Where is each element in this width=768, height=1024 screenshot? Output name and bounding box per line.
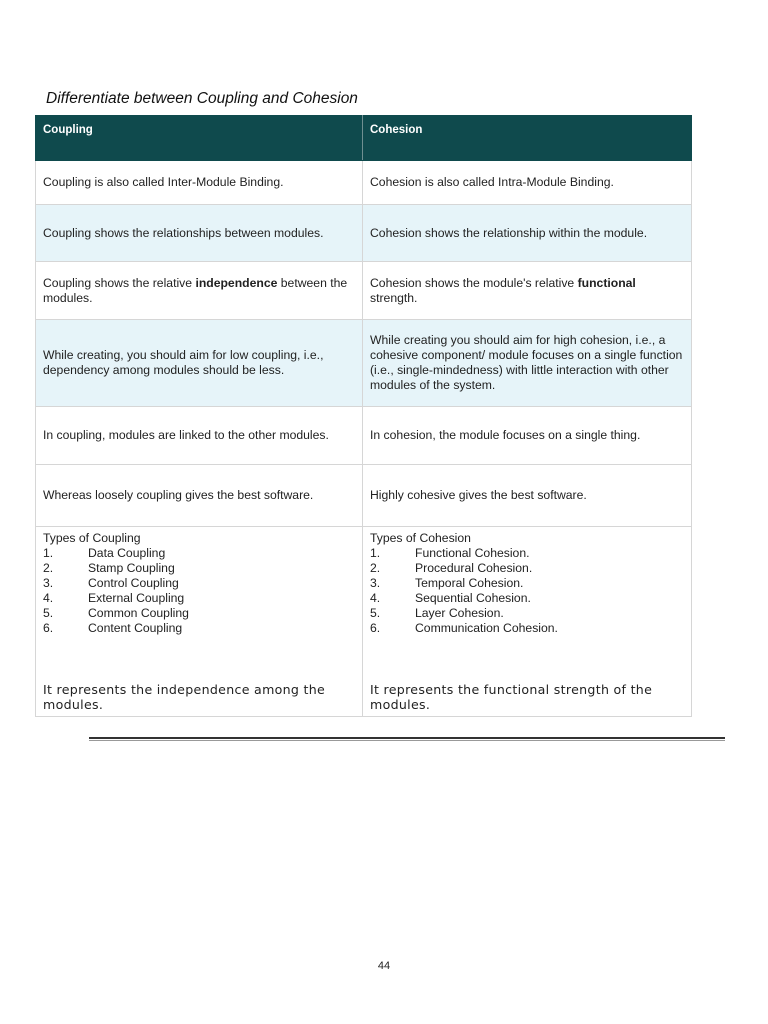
table-row — [36, 161, 692, 205]
list-label: Sequential Cohesion. — [415, 591, 531, 605]
coupling-types-heading: Types of Coupling — [43, 531, 141, 545]
cohesion-cell: In cohesion, the module focuses on a single thing. — [363, 407, 692, 465]
cohesion-cell: Cohesion is also called Intra-Module Binding. — [363, 161, 692, 205]
coupling-text-pre: Coupling shows the relative — [43, 275, 196, 290]
list-item — [370, 621, 684, 636]
table-row-types — [36, 527, 692, 717]
list-number: 2. — [370, 561, 381, 575]
list-item — [43, 561, 355, 576]
coupling-types-list — [43, 546, 355, 636]
list-item — [370, 546, 684, 561]
list-number: 3. — [43, 576, 54, 590]
coupling-keyword: independence — [195, 275, 278, 290]
table-row — [36, 262, 692, 320]
list-number: 6. — [43, 621, 54, 635]
cohesion-types-heading: Types of Cohesion — [370, 531, 471, 545]
coupling-cell — [36, 262, 363, 320]
coupling-cell: Coupling is also called Inter-Module Binding. — [36, 161, 363, 205]
coupling-cell: While creating, you should aim for low coupling, i.e., dependency among modules should be less. — [36, 320, 363, 407]
table-row — [36, 205, 692, 262]
list-label: Control Coupling — [88, 576, 179, 590]
comparison-table — [35, 115, 692, 717]
page-number: 44 — [377, 960, 391, 972]
list-number: 6. — [370, 621, 381, 635]
list-label: Layer Cohesion. — [415, 606, 504, 620]
list-label: Data Coupling — [88, 546, 166, 560]
list-item — [43, 606, 355, 621]
horizontal-divider — [89, 737, 725, 741]
list-number: 5. — [43, 606, 54, 620]
table-header-row — [36, 116, 692, 161]
list-item — [370, 591, 684, 606]
coupling-text-post: between the modules. — [43, 275, 348, 305]
cohesion-text-pre: Cohesion shows the module's relative — [370, 275, 578, 290]
list-number: 3. — [370, 576, 381, 590]
list-item — [43, 591, 355, 606]
list-number: 1. — [370, 546, 381, 560]
list-number: 2. — [43, 561, 54, 575]
list-item — [43, 576, 355, 591]
cohesion-keyword: functional — [577, 275, 636, 290]
cohesion-types-list — [370, 546, 684, 636]
list-label: Content Coupling — [88, 621, 183, 635]
header-coupling: Coupling — [36, 116, 363, 161]
list-item — [43, 546, 355, 561]
list-label: Functional Cohesion. — [415, 546, 530, 560]
cohesion-cell: Highly cohesive gives the best software. — [363, 465, 692, 527]
cohesion-summary: It represents the functional strength of the modules. — [370, 682, 653, 712]
cohesion-text-post: strength. — [370, 290, 418, 305]
coupling-cell: Coupling shows the relationships between modules. — [36, 205, 363, 262]
table-row — [36, 465, 692, 527]
coupling-cell: In coupling, modules are linked to the other modules. — [36, 407, 363, 465]
list-label: External Coupling — [88, 591, 185, 605]
coupling-cell: Whereas loosely coupling gives the best software. — [36, 465, 363, 527]
header-cohesion: Cohesion — [363, 116, 692, 161]
cohesion-cell: Cohesion shows the relationship within the module. — [363, 205, 692, 262]
coupling-types-cell — [36, 527, 363, 717]
list-label: Stamp Coupling — [88, 561, 175, 575]
table-row — [36, 407, 692, 465]
page-title: Differentiate between Coupling and Cohesion — [46, 90, 358, 107]
list-item — [370, 606, 684, 621]
cohesion-cell — [363, 262, 692, 320]
list-label: Communication Cohesion. — [415, 621, 558, 635]
list-item — [43, 621, 355, 636]
cohesion-types-cell — [363, 527, 692, 717]
coupling-summary: It represents the independence among the modules. — [43, 682, 326, 712]
list-label: Common Coupling — [88, 606, 189, 620]
list-item — [370, 576, 684, 591]
table-row — [36, 320, 692, 407]
list-number: 1. — [43, 546, 54, 560]
cohesion-cell: While creating you should aim for high cohesion, i.e., a cohesive component/ module focuses on a single function (i.e., single-mindedness) with little interaction with other modules of the system. — [363, 320, 692, 407]
list-label: Temporal Cohesion. — [415, 576, 524, 590]
list-number: 4. — [370, 591, 381, 605]
list-number: 4. — [43, 591, 54, 605]
list-label: Procedural Cohesion. — [415, 561, 533, 575]
list-number: 5. — [370, 606, 381, 620]
list-item — [370, 561, 684, 576]
